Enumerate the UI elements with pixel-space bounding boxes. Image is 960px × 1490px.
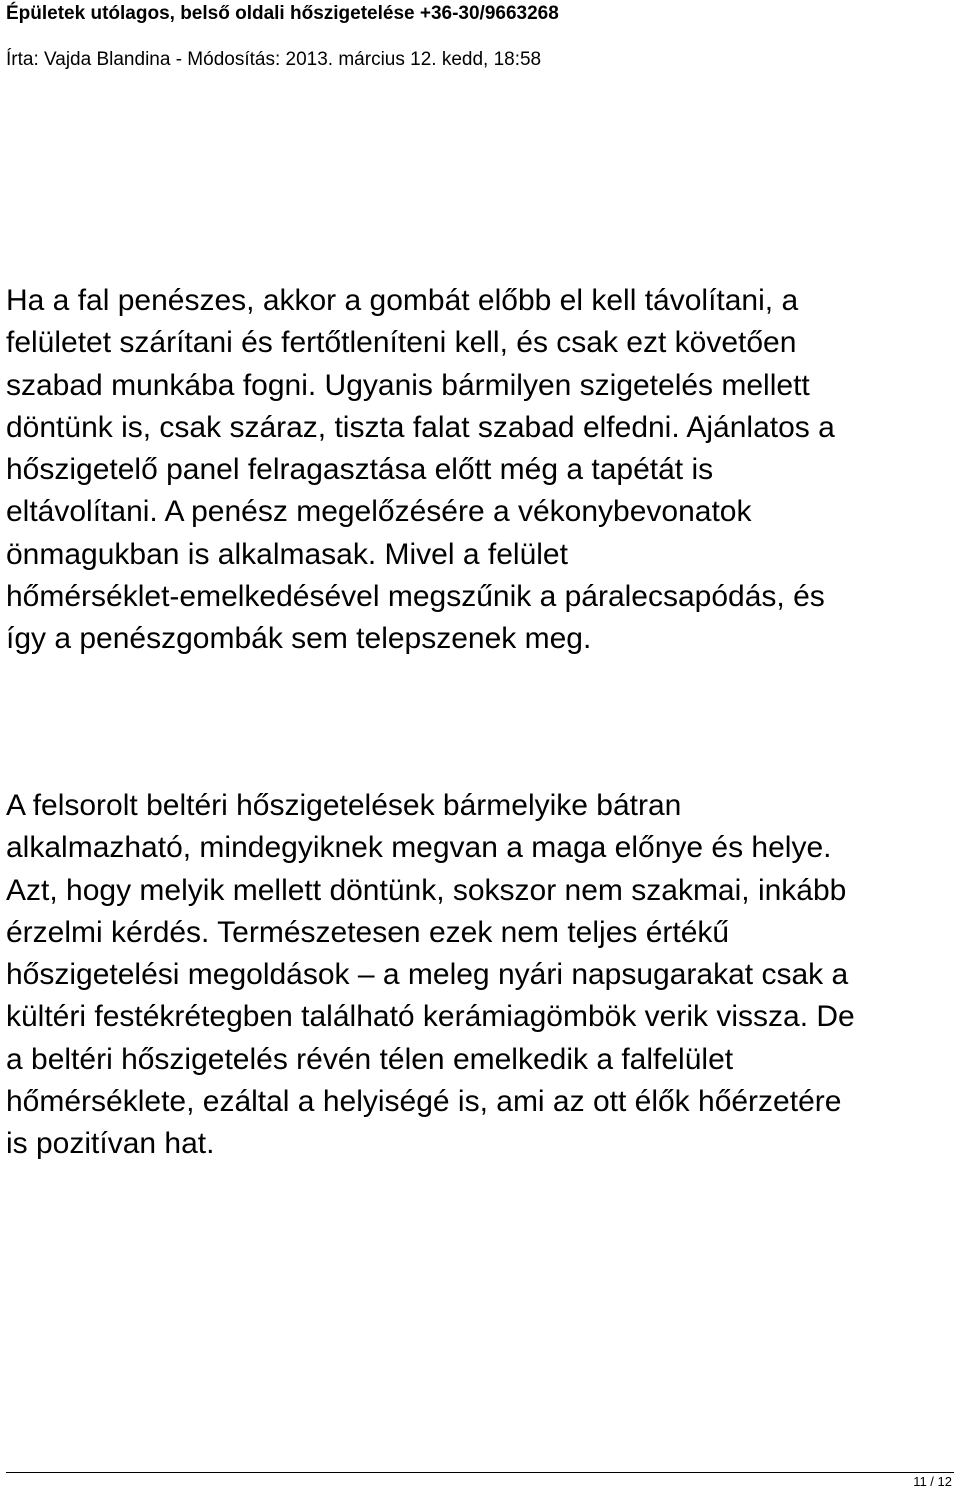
paragraph-line: Azt, hogy melyik mellett döntünk, sokszor nem szakmai, inkább — [6, 873, 847, 907]
paragraph-line: hőszigetelési megoldások – a meleg nyári napsugarakat csak a — [6, 958, 849, 992]
paragraph-line: hőszigetelő panel felragasztása előtt még a tapétát is — [6, 453, 714, 487]
paragraph-line: önmagukban is alkalmasak. Mivel a felület — [6, 537, 568, 571]
paragraph-line: kültéri festékrétegben található kerámiagömbök verik vissza. De — [6, 1000, 855, 1034]
body-paragraph-1 — [6, 280, 956, 661]
page-number: 11 / 12 — [913, 1474, 952, 1489]
paragraph-line: érzelmi kérdés. Természetesen ezek nem teljes értékű — [6, 915, 730, 949]
paragraph-line: így a penészgombák sem telepszenek meg. — [6, 622, 592, 656]
paragraph-line: hőmérséklete, ezáltal a helyiségé is, ami az ott élők hőérzetére — [6, 1085, 842, 1119]
paragraph-line: Ha a fal penészes, akkor a gombát előbb el kell távolítani, a — [6, 284, 799, 317]
paragraph-line: eltávolítani. A penész megelőzésére a vékonybevonatok — [6, 495, 752, 529]
body-paragraph-2 — [6, 785, 956, 1166]
article-meta: Írta: Vajda Blandina - Módosítás: 2013. március 12. kedd, 18:58 — [6, 49, 542, 70]
paragraph-line: hőmérséklet-emelkedésével megszűnik a páralecsapódás, és — [6, 580, 825, 614]
paragraph-line: A felsorolt beltéri hőszigetelések bármelyike bátran — [6, 789, 682, 822]
paragraph-line: döntünk is, csak száraz, tiszta falat szabad elfedni. Ajánlatos a — [6, 410, 835, 444]
footer-divider — [6, 1472, 954, 1473]
article-title: Épületek utólagos, belső oldali hőszigetelése +36-30/9663268 — [6, 3, 559, 24]
paragraph-line: is pozitívan hat. — [6, 1127, 215, 1161]
paragraph-line: felületet szárítani és fertőtleníteni kell, és csak ezt követően — [6, 326, 797, 360]
paragraph-line: alkalmazható, mindegyiknek megvan a maga előnye és helye. — [6, 831, 832, 865]
paragraph-line: szabad munkába fogni. Ugyanis bármilyen szigetelés mellett — [6, 368, 810, 402]
paragraph-line: a beltéri hőszigetelés révén télen emelkedik a falfelület — [6, 1042, 734, 1076]
